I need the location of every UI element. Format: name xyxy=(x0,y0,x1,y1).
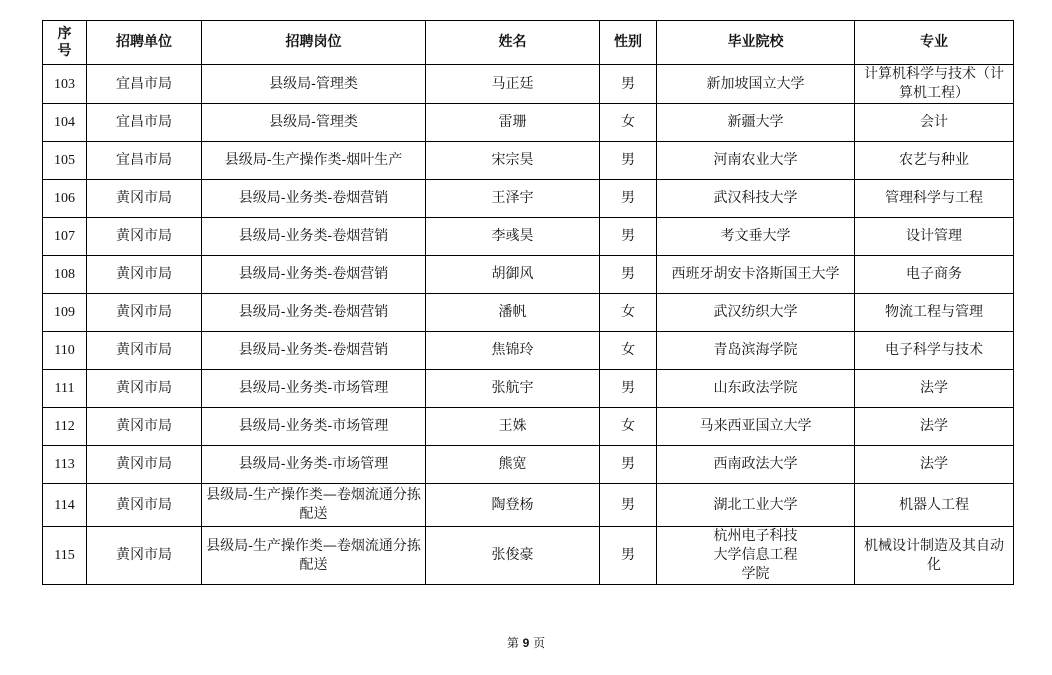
cell-gender: 男 xyxy=(600,370,657,408)
cell-unit: 黄冈市局 xyxy=(87,370,202,408)
cell-name: 张航宇 xyxy=(426,370,600,408)
cell-school: 西南政法大学 xyxy=(657,446,855,484)
cell-unit: 宜昌市局 xyxy=(87,104,202,142)
table-row xyxy=(43,332,1014,370)
header-school: 毕业院校 xyxy=(657,21,855,65)
table-row xyxy=(43,484,1014,527)
cell-post: 县级局-业务类-市场管理 xyxy=(202,446,426,484)
cell-post: 县级局-业务类-卷烟营销 xyxy=(202,180,426,218)
cell-name: 焦锦玲 xyxy=(426,332,600,370)
cell-post: 县级局-管理类 xyxy=(202,65,426,104)
cell-gender: 女 xyxy=(600,294,657,332)
cell-unit: 黄冈市局 xyxy=(87,332,202,370)
cell-gender: 男 xyxy=(600,142,657,180)
cell-gender: 女 xyxy=(600,332,657,370)
cell-gender: 男 xyxy=(600,180,657,218)
cell-school: 河南农业大学 xyxy=(657,142,855,180)
cell-major: 法学 xyxy=(855,408,1014,446)
cell-gender: 男 xyxy=(600,527,657,585)
cell-unit: 黄冈市局 xyxy=(87,527,202,585)
cell-major: 计算机科学与技术（计算机工程） xyxy=(855,65,1014,104)
table-row xyxy=(43,408,1014,446)
cell-post: 县级局-生产操作类—卷烟流通分拣配送 xyxy=(202,527,426,585)
cell-gender: 男 xyxy=(600,256,657,294)
cell-school: 青岛滨海学院 xyxy=(657,332,855,370)
cell-school: 马来西亚国立大学 xyxy=(657,408,855,446)
table-row xyxy=(43,527,1014,585)
page-footer xyxy=(0,634,1052,651)
cell-unit: 黄冈市局 xyxy=(87,446,202,484)
cell-unit: 黄冈市局 xyxy=(87,294,202,332)
cell-unit: 黄冈市局 xyxy=(87,408,202,446)
footer-suffix: 页 xyxy=(533,636,546,650)
cell-name: 李彧昊 xyxy=(426,218,600,256)
header-name: 姓名 xyxy=(426,21,600,65)
header-gender: 性别 xyxy=(600,21,657,65)
cell-name: 熊宽 xyxy=(426,446,600,484)
table-row xyxy=(43,65,1014,104)
cell-school: 山东政法学院 xyxy=(657,370,855,408)
cell-no: 110 xyxy=(43,332,87,370)
cell-major: 物流工程与管理 xyxy=(855,294,1014,332)
cell-post: 县级局-业务类-市场管理 xyxy=(202,370,426,408)
cell-gender: 男 xyxy=(600,65,657,104)
cell-unit: 黄冈市局 xyxy=(87,218,202,256)
cell-no: 108 xyxy=(43,256,87,294)
table-row xyxy=(43,446,1014,484)
table-row xyxy=(43,142,1014,180)
cell-post: 县级局-生产操作类-烟叶生产 xyxy=(202,142,426,180)
cell-no: 111 xyxy=(43,370,87,408)
cell-school: 武汉科技大学 xyxy=(657,180,855,218)
cell-major: 机器人工程 xyxy=(855,484,1014,527)
table-row xyxy=(43,180,1014,218)
cell-school: 考文垂大学 xyxy=(657,218,855,256)
cell-no: 109 xyxy=(43,294,87,332)
cell-no: 112 xyxy=(43,408,87,446)
cell-gender: 男 xyxy=(600,484,657,527)
cell-name: 胡御风 xyxy=(426,256,600,294)
cell-no: 114 xyxy=(43,484,87,527)
cell-school: 西班牙胡安卡洛斯国王大学 xyxy=(657,256,855,294)
cell-major: 会计 xyxy=(855,104,1014,142)
cell-unit: 黄冈市局 xyxy=(87,180,202,218)
table-row xyxy=(43,218,1014,256)
cell-name: 张俊豪 xyxy=(426,527,600,585)
cell-major: 法学 xyxy=(855,446,1014,484)
cell-name: 马正廷 xyxy=(426,65,600,104)
cell-post: 县级局-生产操作类—卷烟流通分拣配送 xyxy=(202,484,426,527)
cell-post: 县级局-管理类 xyxy=(202,104,426,142)
cell-unit: 黄冈市局 xyxy=(87,484,202,527)
cell-gender: 女 xyxy=(600,408,657,446)
cell-school: 杭州电子科技大学信息工程学院 xyxy=(657,527,855,585)
cell-no: 106 xyxy=(43,180,87,218)
cell-school: 湖北工业大学 xyxy=(657,484,855,527)
cell-school: 武汉纺织大学 xyxy=(657,294,855,332)
cell-school: 新加坡国立大学 xyxy=(657,65,855,104)
table-row xyxy=(43,256,1014,294)
cell-no: 103 xyxy=(43,65,87,104)
cell-name: 雷珊 xyxy=(426,104,600,142)
cell-no: 105 xyxy=(43,142,87,180)
cell-major: 机械设计制造及其自动化 xyxy=(855,527,1014,585)
table-row xyxy=(43,104,1014,142)
cell-major: 电子科学与技术 xyxy=(855,332,1014,370)
roster-table xyxy=(42,20,1014,585)
cell-gender: 女 xyxy=(600,104,657,142)
footer-prefix: 第 xyxy=(506,636,519,650)
table-row xyxy=(43,294,1014,332)
cell-name: 宋宗昊 xyxy=(426,142,600,180)
page-number: 9 xyxy=(522,636,530,650)
cell-major: 管理科学与工程 xyxy=(855,180,1014,218)
header-major: 专业 xyxy=(855,21,1014,65)
table-header-row xyxy=(43,21,1014,65)
cell-no: 107 xyxy=(43,218,87,256)
cell-no: 115 xyxy=(43,527,87,585)
cell-post: 县级局-业务类-市场管理 xyxy=(202,408,426,446)
cell-no: 113 xyxy=(43,446,87,484)
cell-gender: 男 xyxy=(600,446,657,484)
cell-unit: 黄冈市局 xyxy=(87,256,202,294)
cell-name: 陶登杨 xyxy=(426,484,600,527)
table-row xyxy=(43,370,1014,408)
cell-post: 县级局-业务类-卷烟营销 xyxy=(202,294,426,332)
cell-major: 设计管理 xyxy=(855,218,1014,256)
header-no: 序号 xyxy=(43,21,87,65)
cell-name: 王姝 xyxy=(426,408,600,446)
cell-major: 农艺与种业 xyxy=(855,142,1014,180)
cell-post: 县级局-业务类-卷烟营销 xyxy=(202,218,426,256)
cell-major: 电子商务 xyxy=(855,256,1014,294)
cell-name: 潘帆 xyxy=(426,294,600,332)
cell-school: 新疆大学 xyxy=(657,104,855,142)
header-unit: 招聘单位 xyxy=(87,21,202,65)
cell-gender: 男 xyxy=(600,218,657,256)
cell-unit: 宜昌市局 xyxy=(87,142,202,180)
cell-unit: 宜昌市局 xyxy=(87,65,202,104)
cell-name: 王泽宇 xyxy=(426,180,600,218)
cell-post: 县级局-业务类-卷烟营销 xyxy=(202,256,426,294)
cell-major: 法学 xyxy=(855,370,1014,408)
cell-no: 104 xyxy=(43,104,87,142)
header-post: 招聘岗位 xyxy=(202,21,426,65)
cell-post: 县级局-业务类-卷烟营销 xyxy=(202,332,426,370)
